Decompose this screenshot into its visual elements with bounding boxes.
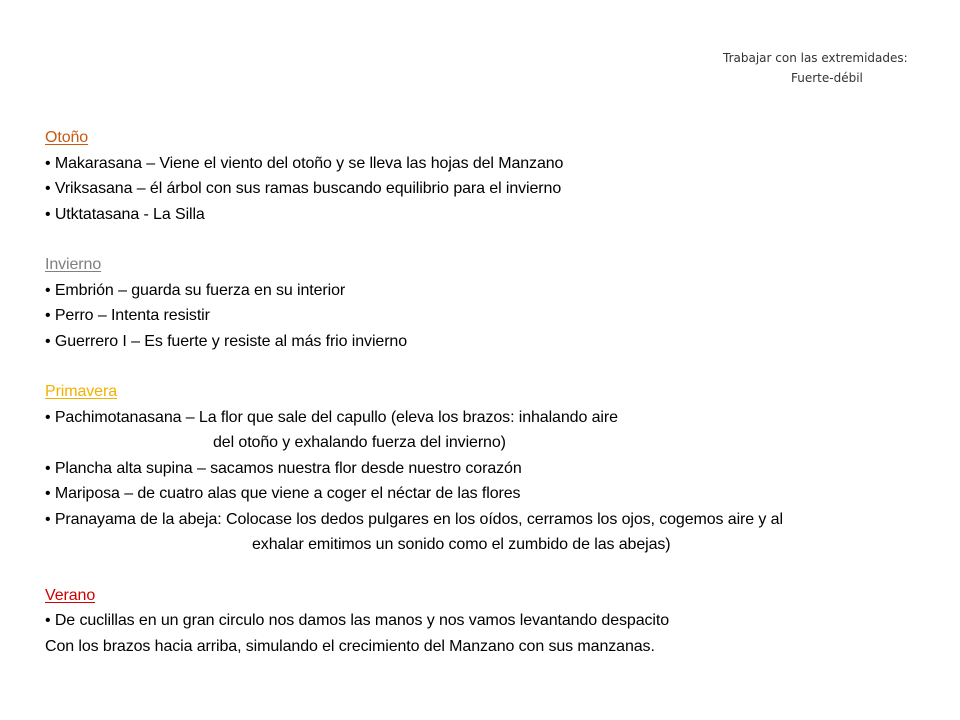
header-line-1: Trabajar con las extremidades: bbox=[723, 51, 908, 65]
section-invierno bbox=[45, 252, 945, 354]
section-primavera bbox=[45, 379, 945, 558]
list-item-continuation: exhalar emitimos un sonido como el zumbido de las abejas) bbox=[252, 536, 671, 553]
list-item: • Utktatasana - La Silla bbox=[45, 205, 205, 223]
section-title-invierno: Invierno bbox=[45, 256, 102, 273]
section-title-verano: Verano bbox=[45, 586, 96, 604]
list-item: • Vriksasana – él árbol con sus ramas buscando equilibrio para el invierno bbox=[45, 180, 562, 197]
list-item: • Guerrero I – Es fuerte y resiste al más frio invierno bbox=[45, 332, 408, 350]
list-item: • Mariposa – de cuatro alas que viene a coger el néctar de las flores bbox=[45, 485, 521, 502]
list-item-continuation: del otoño y exhalando fuerza del invierno) bbox=[213, 434, 506, 451]
list-item: • Embrión – guarda su fuerza en su interior bbox=[45, 281, 346, 299]
section-otono bbox=[45, 125, 945, 227]
section-title-otono: Otoño bbox=[45, 129, 89, 146]
list-item: • De cuclillas en un gran circulo nos damos las manos y nos vamos levantando despacito bbox=[45, 612, 670, 629]
seasons-content bbox=[45, 125, 945, 659]
list-item: • Pranayama de la abeja: Colocase los dedos pulgares en los oídos, cerramos los ojos, cogemos aire y al bbox=[45, 510, 783, 528]
header-line-2: Fuerte-débil bbox=[791, 71, 863, 85]
list-item: • Perro – Intenta resistir bbox=[45, 307, 210, 324]
list-item: • Plancha alta supina – sacamos nuestra flor desde nuestro corazón bbox=[45, 459, 522, 477]
list-item: Con los brazos hacia arriba, simulando el crecimiento del Manzano con sus manzanas. bbox=[45, 637, 655, 655]
section-title-primavera: Primavera bbox=[45, 383, 118, 400]
list-item: • Makarasana – Viene el viento del otoño y se lleva las hojas del Manzano bbox=[45, 154, 564, 172]
section-verano bbox=[45, 583, 945, 660]
header-note bbox=[690, 48, 960, 88]
list-item: • Pachimotanasana – La flor que sale del capullo (eleva los brazos: inhalando aire bbox=[45, 408, 618, 426]
